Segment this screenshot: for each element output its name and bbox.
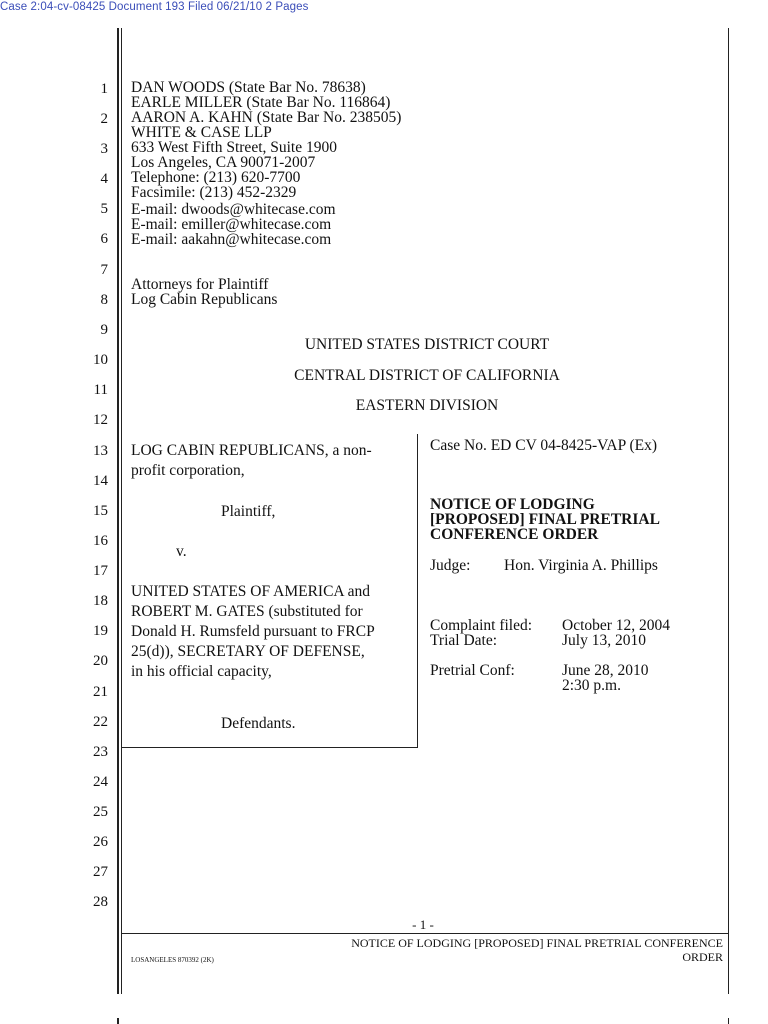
document-id: LOSANGELES 870392 (2K) [131,956,214,964]
pretrial-conf-time: 2:30 p.m. [562,677,621,694]
caption-bottom-rule [122,747,418,748]
line-number: 3 [100,141,108,157]
line-number: 11 [93,382,108,398]
line-number: 9 [100,322,108,338]
court-name: UNITED STATES DISTRICT COURT [304,336,550,353]
trial-date-label: Trial Date: [430,632,498,649]
line-number: 13 [93,443,108,459]
line-number: 15 [93,503,108,519]
court-division: EASTERN DIVISION [355,397,499,414]
line-number: 21 [93,684,108,700]
trial-date-value: July 13, 2010 [562,632,646,649]
defendant-line: Donald H. Rumsfeld pursuant to FRCP [131,623,375,640]
defendant-line: 25(d)), SECRETARY OF DEFENSE, [131,643,365,660]
filing-stamp: Case 2:04-cv-08425 Document 193 Filed 06/21/10 2 Pages [0,1,309,13]
left-margin-rule-inner [121,28,122,994]
line-number: 16 [93,533,108,549]
footer-rule [122,933,728,934]
left-margin-rule-outer [117,28,119,994]
line-number: 27 [93,864,108,880]
counsel-line: DAN WOODS (State Bar No. 78638) [131,79,366,96]
email-line: E-mail: emiller@whitecase.com [131,216,332,233]
firm-address-line: Los Angeles, CA 90071-2007 [131,154,316,171]
email-line: E-mail: aakahn@whitecase.com [131,231,332,248]
line-number: 17 [93,563,108,579]
right-margin-rule [728,28,729,994]
firm-address-line: 633 West Fifth Street, Suite 1900 [131,139,337,156]
versus: v. [176,543,187,560]
line-number: 4 [100,171,108,187]
line-number: 22 [93,714,108,730]
firm-name: WHITE & CASE LLP [131,124,272,141]
line-number: 14 [93,473,108,489]
defendant-line: in his official capacity, [131,663,272,680]
line-number: 10 [93,352,108,368]
line-number: 18 [93,593,108,609]
page-number: - 1 - [412,917,434,932]
line-number: 8 [100,292,108,308]
attorneys-for: Attorneys for Plaintiff [131,276,269,293]
client-name: Log Cabin Republicans [131,291,278,308]
court-district: CENTRAL DISTRICT OF CALIFORNIA [294,367,560,384]
line-number: 6 [100,231,108,247]
line-number: 20 [93,653,108,669]
case-number: Case No. ED CV 04-8425-VAP (Ex) [430,437,658,454]
pretrial-conf-label: Pretrial Conf: [430,662,515,679]
caption-divider [417,434,418,748]
complaint-filed-label: Complaint filed: [430,617,533,634]
document-title: NOTICE OF LODGING [430,496,595,513]
judge-value: Hon. Virginia A. Phillips [504,557,658,574]
document-title: CONFERENCE ORDER [430,526,599,543]
line-number: 12 [93,412,108,428]
footer-title: NOTICE OF LODGING [PROPOSED] FINAL PRETRIAL CONFERENCE [351,936,723,950]
line-number: 7 [100,262,108,278]
plaintiff-role: Plaintiff, [221,503,276,520]
footer-title-continued: ORDER [682,950,723,964]
counsel-line: EARLE MILLER (State Bar No. 116864) [131,94,391,111]
pretrial-conf-date: June 28, 2010 [562,662,649,679]
telephone: Telephone: (213) 620-7700 [131,169,301,186]
line-number: 1 [100,81,108,97]
line-number: 25 [93,804,108,820]
line-number: 24 [93,774,108,790]
line-number: 2 [100,111,108,127]
line-number: 26 [93,834,108,850]
counsel-line: AARON A. KAHN (State Bar No. 238505) [131,109,402,126]
email-line: E-mail: dwoods@whitecase.com [131,201,336,218]
defendant-role: Defendants. [221,715,296,732]
plaintiff-name: profit corporation, [131,462,245,479]
line-number: 28 [93,894,108,910]
judge-label: Judge: [430,557,471,574]
line-number: 23 [93,744,108,760]
document-title: [PROPOSED] FINAL PRETRIAL [430,511,660,528]
next-page-rule-left [117,1018,119,1024]
defendant-line: UNITED STATES OF AMERICA and [131,583,371,600]
next-page-rule-right [728,1018,729,1024]
plaintiff-name: LOG CABIN REPUBLICANS, a non- [131,442,372,459]
facsimile: Facsimile: (213) 452-2329 [131,184,297,201]
line-number: 19 [93,623,108,639]
complaint-filed-value: October 12, 2004 [562,617,671,634]
defendant-line: ROBERT M. GATES (substituted for [131,603,363,620]
line-number: 5 [100,201,108,217]
